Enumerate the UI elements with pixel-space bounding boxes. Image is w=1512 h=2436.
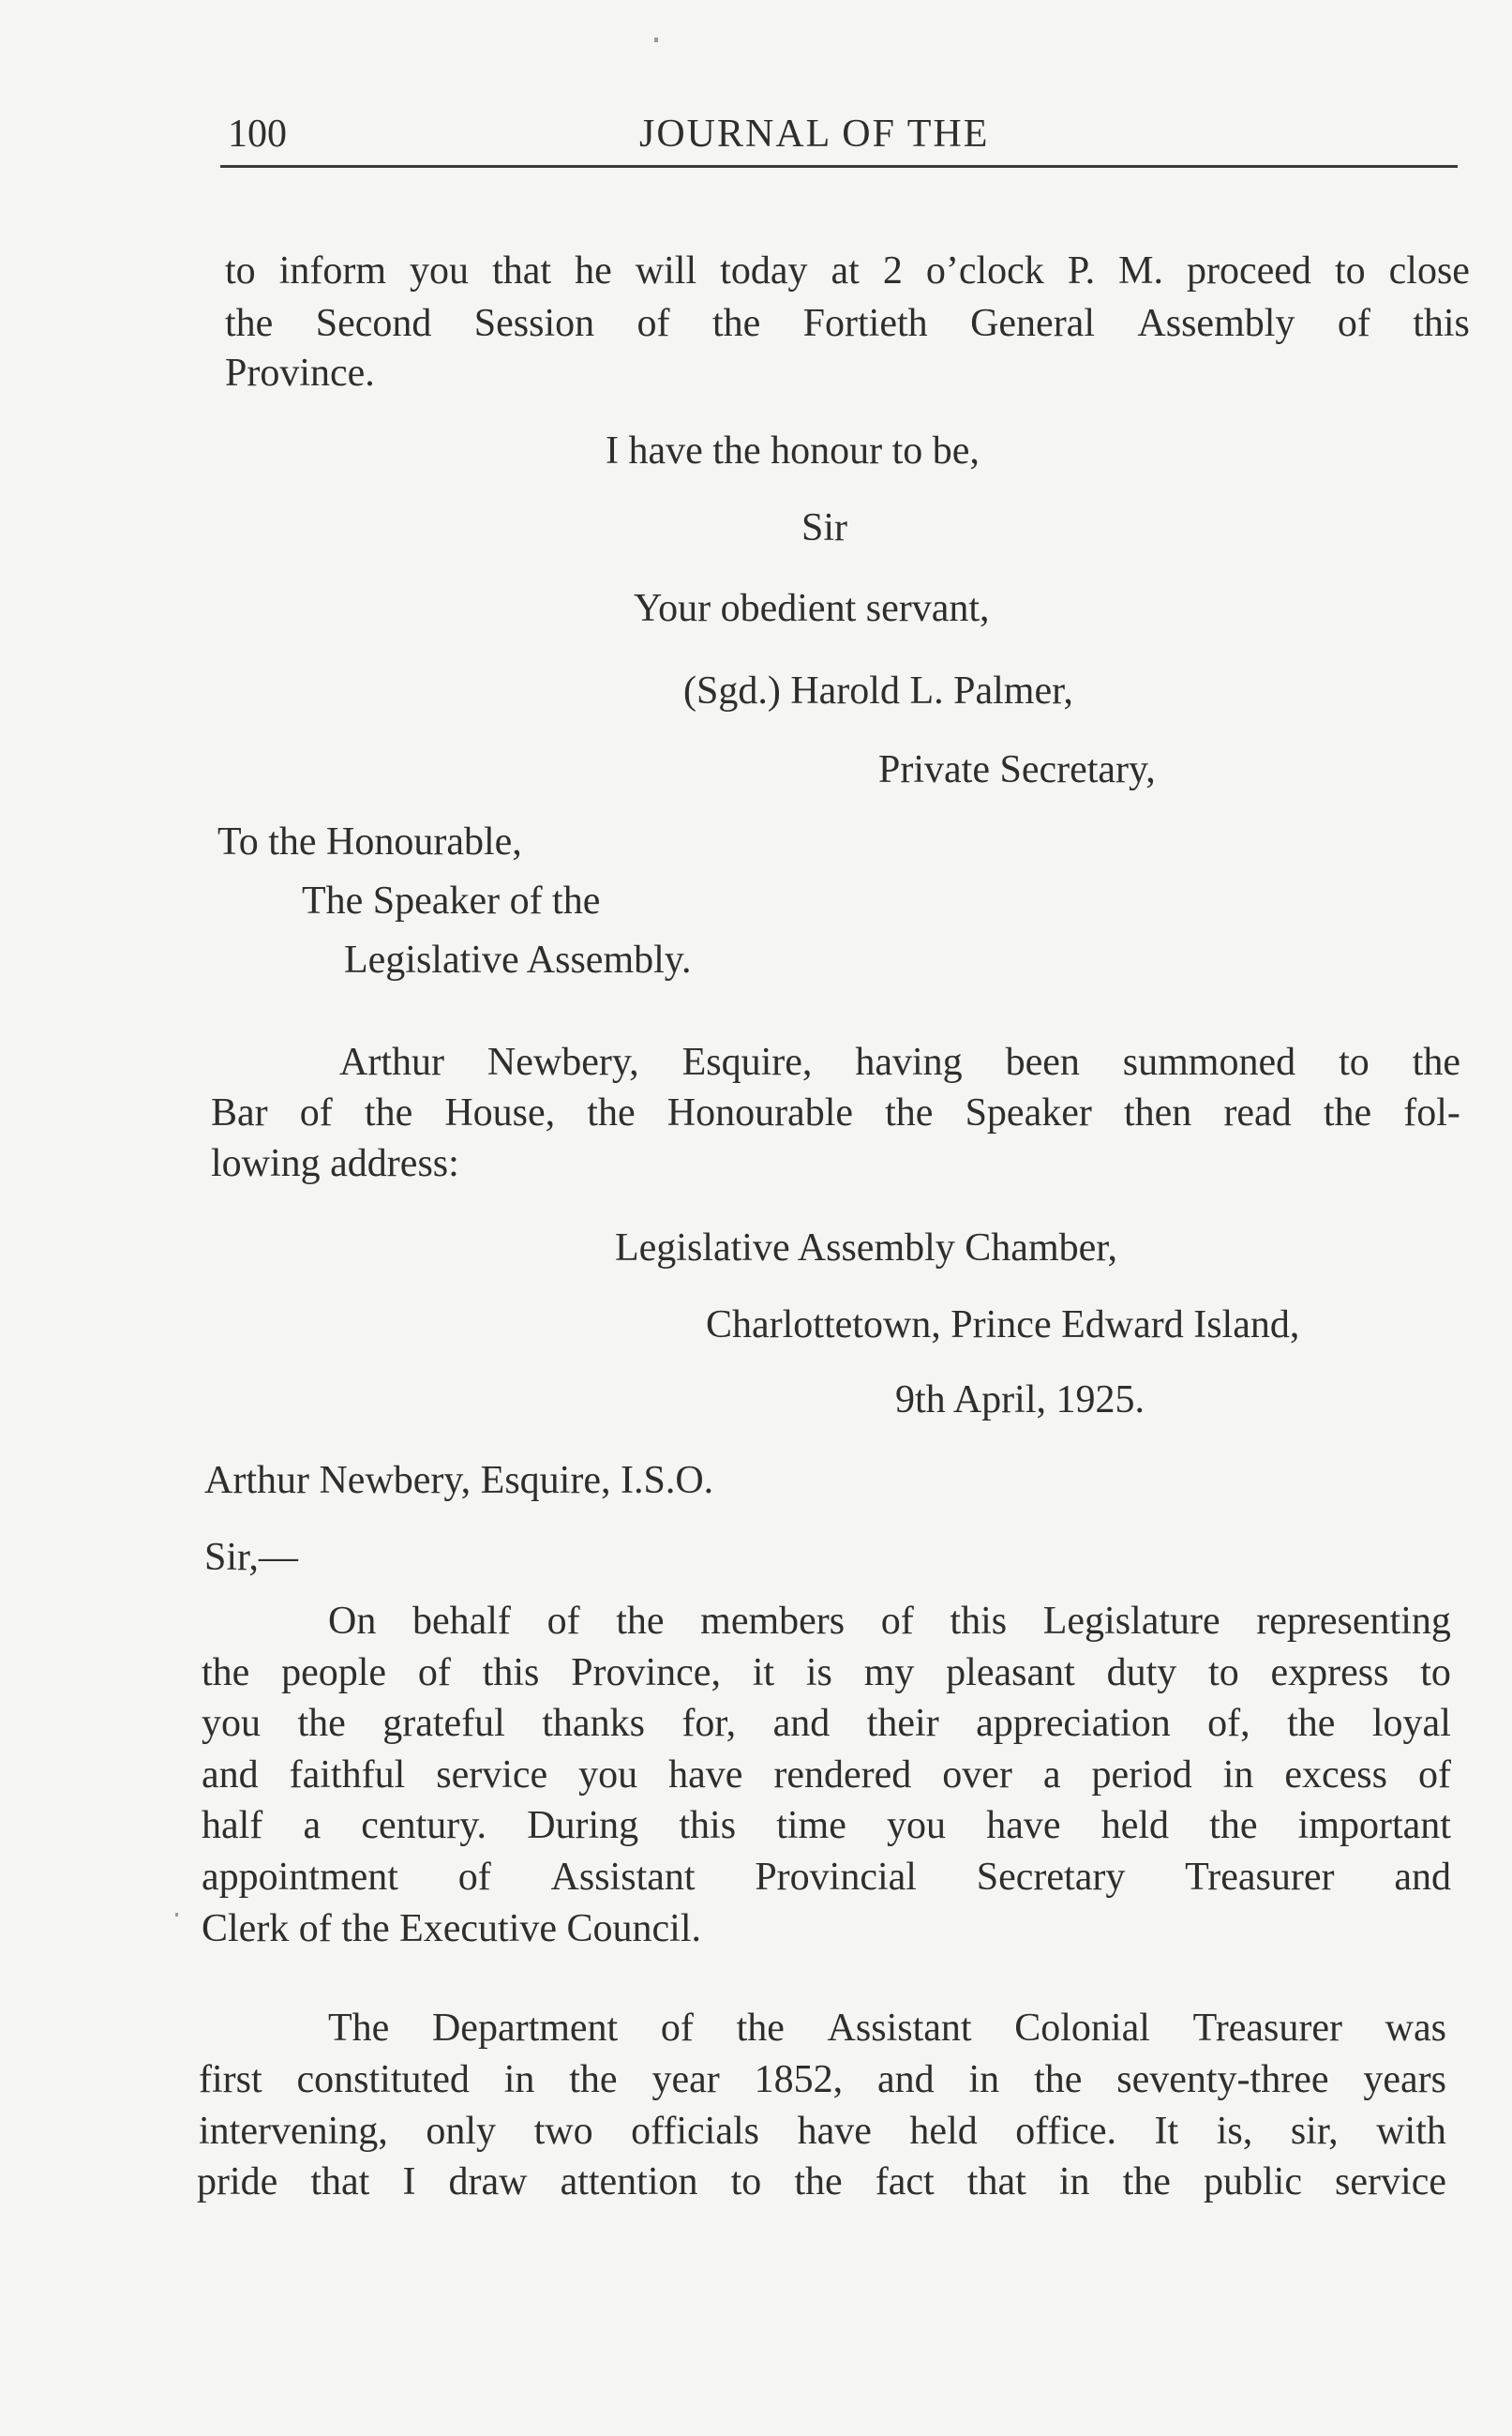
paragraph-line: [202, 1806, 1451, 1845]
paragraph-line: [202, 1857, 1451, 1897]
word: have: [986, 1804, 1061, 1847]
letter-line: Province.: [225, 352, 375, 395]
addressee-line: The Speaker of the: [302, 880, 601, 923]
word: duty: [1106, 1651, 1177, 1694]
word: the: [794, 2160, 843, 2203]
word: held: [909, 2110, 978, 2153]
letter-closing: I have the honour to be,: [606, 429, 980, 473]
word: the: [1122, 2160, 1171, 2203]
word: only: [426, 2110, 497, 2153]
word: the: [587, 1091, 636, 1135]
word: you: [202, 1702, 261, 1745]
word: today: [720, 249, 808, 293]
word: 1852,: [754, 2058, 844, 2101]
word: Honourable: [666, 1091, 854, 1135]
word: Treasurer: [1185, 1856, 1335, 1899]
word: of: [299, 1091, 333, 1135]
word: During: [527, 1804, 639, 1847]
letter-line: [225, 304, 1470, 343]
word: the: [202, 1651, 250, 1694]
word: inform: [278, 249, 387, 293]
word: of: [880, 1600, 914, 1643]
word: having: [855, 1041, 963, 1084]
word: with: [1376, 2110, 1446, 2153]
word: to: [225, 249, 256, 293]
word: year: [651, 2058, 720, 2101]
word: loyal: [1371, 1702, 1451, 1745]
paragraph-line: [199, 2112, 1446, 2151]
word: over: [942, 1753, 1012, 1797]
word: Fortieth: [802, 302, 928, 345]
letter-signatory-title: Private Secretary,: [878, 748, 1156, 791]
word: appreciation: [976, 1702, 1171, 1745]
word: grateful: [382, 1702, 505, 1745]
word: at: [831, 249, 860, 293]
addressee-line: To the Honourable,: [217, 820, 522, 864]
word: Newbery,: [487, 1041, 639, 1084]
word: of,: [1207, 1702, 1250, 1745]
letter-signature: (Sgd.) Harold L. Palmer,: [683, 669, 1073, 713]
word: the: [1209, 1804, 1258, 1847]
word: service: [436, 1753, 548, 1797]
word: The: [328, 2007, 390, 2050]
paragraph-line: Clerk of the Executive Council.: [202, 1907, 702, 1950]
narrative-line: lowing address:: [211, 1142, 459, 1185]
word: of: [1337, 302, 1370, 345]
word: public: [1203, 2160, 1302, 2203]
word: to: [1334, 249, 1366, 293]
word: attention: [560, 2160, 698, 2203]
word: that: [966, 2160, 1026, 2203]
word: fact: [875, 2160, 935, 2203]
word: in: [1222, 1753, 1254, 1797]
recipient-name: Arthur Newbery, Esquire, I.S.O.: [204, 1459, 714, 1502]
word: have: [797, 2110, 872, 2153]
word: representing: [1256, 1600, 1451, 1643]
word: of: [546, 1600, 580, 1643]
word: been: [1005, 1041, 1080, 1084]
word: to: [730, 2160, 762, 2203]
word: the: [736, 2007, 785, 2050]
word: express: [1270, 1651, 1389, 1694]
word: in: [968, 2058, 1000, 2101]
word: that: [310, 2160, 370, 2203]
word: the: [297, 1702, 346, 1745]
word: first: [199, 2058, 262, 2101]
word: to: [1339, 1041, 1370, 1084]
paragraph-line: [202, 1704, 1451, 1743]
word: have: [668, 1753, 743, 1797]
word: the: [225, 302, 274, 345]
word: office.: [1015, 2110, 1116, 2153]
word: years: [1363, 2058, 1446, 2101]
word: Department: [431, 2007, 619, 2050]
word: General: [970, 302, 1095, 345]
letter-valediction: Your obedient servant,: [634, 587, 990, 630]
word: to: [1208, 1651, 1239, 1694]
word: a: [1042, 1753, 1061, 1797]
word: their: [866, 1702, 939, 1745]
word: and: [772, 1702, 831, 1745]
word: in: [1058, 2160, 1090, 2203]
word: It: [1154, 2110, 1179, 2153]
word: I: [402, 2160, 416, 2203]
word: officials: [631, 2110, 759, 2153]
word: of: [1417, 1753, 1451, 1797]
word: Speaker: [965, 1091, 1092, 1135]
word: the: [1034, 2058, 1083, 2101]
word: pride: [197, 2160, 278, 2203]
word: read: [1223, 1091, 1292, 1135]
paragraph-line: [328, 2008, 1446, 2048]
word: that: [492, 249, 552, 293]
word: the: [1323, 1091, 1372, 1135]
word: M.: [1118, 249, 1163, 293]
paragraph-line: [199, 2060, 1446, 2099]
narrative-line: [339, 1043, 1460, 1082]
word: it: [752, 1651, 775, 1694]
address-date: 9th April, 1925.: [895, 1378, 1145, 1421]
word: summoned: [1122, 1041, 1296, 1084]
word: Legislature: [1042, 1600, 1220, 1643]
word: proceed: [1186, 249, 1311, 293]
word: this: [482, 1651, 540, 1694]
word: was: [1385, 2007, 1446, 2050]
word: for,: [681, 1702, 737, 1745]
letter-line: [225, 251, 1470, 291]
word: this: [679, 1804, 737, 1847]
word: Treasurer: [1192, 2007, 1342, 2050]
word: this: [1413, 302, 1470, 345]
word: faithful: [289, 1753, 406, 1797]
word: intervening,: [199, 2110, 388, 2153]
word: close: [1388, 249, 1470, 293]
word: you: [887, 1804, 947, 1847]
word: of: [417, 1651, 451, 1694]
running-title: JOURNAL OF THE: [639, 113, 990, 156]
word: excess: [1284, 1753, 1387, 1797]
word: the: [885, 1091, 934, 1135]
word: behalf: [412, 1600, 511, 1643]
paragraph-line: [202, 1653, 1451, 1692]
word: Assistant: [550, 1856, 696, 1899]
word: then: [1123, 1091, 1192, 1135]
word: service: [1335, 2160, 1446, 2203]
word: Session: [473, 302, 595, 345]
word: is: [805, 1651, 832, 1694]
word: Provincial: [755, 1856, 917, 1899]
word: century.: [361, 1804, 487, 1847]
word: sir,: [1290, 2110, 1339, 2153]
word: Assembly: [1137, 302, 1295, 345]
word: Secretary: [976, 1856, 1126, 1899]
word: Esquire,: [681, 1041, 813, 1084]
word: this: [950, 1600, 1008, 1643]
scan-speck: [175, 1913, 178, 1917]
word: you: [578, 1753, 638, 1797]
word: draw: [448, 2160, 528, 2203]
word: of: [636, 302, 670, 345]
word: and: [876, 2058, 935, 2101]
word: period: [1091, 1753, 1192, 1797]
word: the: [364, 1091, 413, 1135]
word: two: [533, 2110, 593, 2153]
word: Colonial: [1014, 2007, 1150, 2050]
page-number: 100: [228, 113, 287, 156]
word: in: [503, 2058, 535, 2101]
word: the: [1287, 1702, 1336, 1745]
word: the: [569, 2058, 618, 2101]
paragraph-line: [197, 2162, 1446, 2202]
word: pleasant: [946, 1651, 1075, 1694]
address-place: Legislative Assembly Chamber,: [615, 1226, 1118, 1270]
word: On: [328, 1600, 377, 1643]
salutation: Sir,—: [204, 1536, 298, 1579]
word: is,: [1216, 2110, 1253, 2153]
letter-salutation: Sir: [801, 506, 848, 549]
address-city: Charlottetown, Prince Edward Island,: [706, 1303, 1300, 1346]
word: thanks: [542, 1702, 645, 1745]
word: P.: [1067, 249, 1096, 293]
word: time: [776, 1804, 846, 1847]
paragraph-line: [202, 1755, 1451, 1795]
word: Second: [315, 302, 432, 345]
narrative-line: [211, 1093, 1460, 1133]
word: he: [575, 249, 612, 293]
header-rule: [220, 165, 1458, 168]
word: will: [635, 249, 697, 293]
word: to: [1420, 1651, 1451, 1694]
word: appointment: [202, 1856, 398, 1899]
paragraph-line: [328, 1601, 1451, 1641]
word: the: [711, 302, 761, 345]
word: half: [202, 1804, 263, 1847]
word: important: [1297, 1804, 1451, 1847]
word: fol-: [1403, 1091, 1460, 1135]
word: and: [202, 1753, 259, 1797]
word: Province,: [571, 1651, 721, 1694]
word: o’clock: [925, 249, 1044, 293]
word: seventy-three: [1116, 2058, 1329, 2101]
addressee-line: Legislative Assembly.: [344, 939, 692, 982]
word: you: [410, 249, 470, 293]
word: held: [1100, 1804, 1169, 1847]
word: rendered: [773, 1753, 912, 1797]
word: 2: [882, 249, 903, 293]
word: the: [616, 1600, 665, 1643]
word: Assistant: [827, 2007, 972, 2050]
word: of: [660, 2007, 694, 2050]
word: House,: [444, 1091, 556, 1135]
word: the: [1412, 1041, 1460, 1084]
word: people: [281, 1651, 387, 1694]
word: of: [457, 1856, 491, 1899]
word: members: [700, 1600, 846, 1643]
word: my: [863, 1651, 915, 1694]
word: a: [303, 1804, 322, 1847]
word: Arthur: [339, 1041, 444, 1084]
word: and: [1394, 1856, 1451, 1899]
word: Bar: [211, 1091, 268, 1135]
scan-speck: [654, 38, 658, 42]
word: constituted: [296, 2058, 470, 2101]
